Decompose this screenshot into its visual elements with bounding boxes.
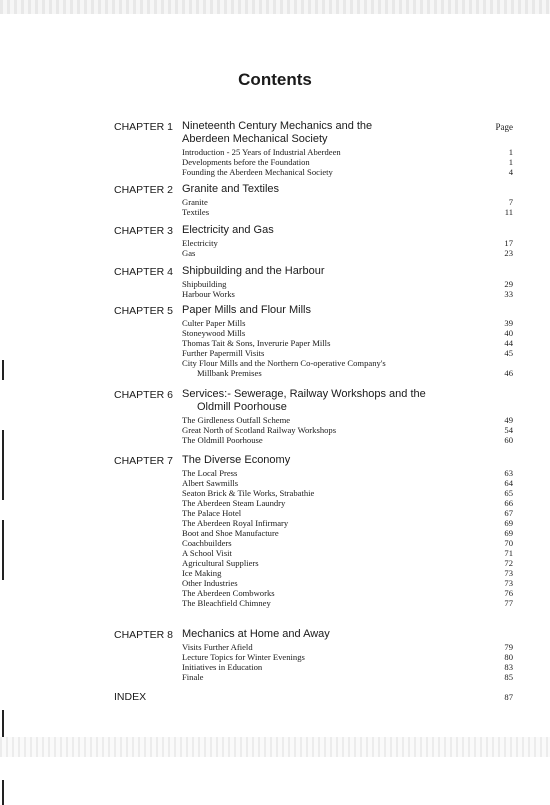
toc-entry: The Aberdeen Royal Infirmary [182, 518, 289, 528]
toc-entry: Initiatives in Education [182, 662, 263, 672]
chapter-title: Aberdeen Mechanical Society [182, 133, 328, 145]
toc-entry: Culter Paper Mills [182, 318, 246, 328]
toc-entry: The Aberdeen Combworks [182, 588, 275, 598]
page-number: 72 [504, 558, 513, 568]
toc-entry: Agricultural Suppliers [182, 558, 259, 568]
page-number: 39 [504, 318, 513, 328]
toc-entry: Millbank Premises [197, 368, 262, 378]
page-number: 67 [504, 508, 513, 518]
page-number: 73 [504, 578, 513, 588]
page-number: 11 [504, 207, 513, 217]
toc-entry: Stoneywood Mills [182, 328, 246, 338]
page-number: 63 [504, 468, 513, 478]
chapter-label: CHAPTER 3 [114, 225, 173, 237]
toc-entry: Ice Making [182, 568, 222, 578]
page-number: 85 [504, 672, 513, 682]
toc-entry: Granite [182, 197, 208, 207]
page-number: 49 [504, 415, 513, 425]
chapter-title: Nineteenth Century Mechanics and the [182, 120, 373, 132]
chapter-label: CHAPTER 8 [114, 629, 173, 641]
page-number: 66 [504, 498, 513, 508]
toc-entry: The Oldmill Poorhouse [182, 435, 263, 445]
page-number: 46 [504, 368, 513, 378]
chapter-title: Paper Mills and Flour Mills [182, 304, 311, 316]
page-number: 45 [504, 348, 513, 358]
toc-entry: Coachbuilders [182, 538, 232, 548]
page-title: Contents [238, 70, 312, 89]
toc-entry: Harbour Works [182, 289, 235, 299]
page-number: 44 [504, 338, 513, 348]
toc-entry: The Palace Hotel [182, 508, 242, 518]
page-number: 1 [508, 157, 513, 167]
page-number: 29 [504, 279, 513, 289]
page-number: 83 [504, 662, 513, 672]
chapter-title: Shipbuilding and the Harbour [182, 265, 325, 277]
index-label: INDEX [114, 691, 147, 703]
page-column-header: Page [495, 122, 513, 132]
toc-entry: City Flour Mills and the Northern Co-operative Company's [182, 358, 386, 368]
scan-bottom-edge [0, 737, 550, 757]
toc-entry: Great North of Scotland Railway Workshops [182, 425, 337, 435]
page-number: 1 [508, 147, 513, 157]
toc-entry: Visits Further Afield [182, 642, 253, 652]
page-number: 40 [504, 328, 513, 338]
toc-entry: Developments before the Foundation [182, 157, 310, 167]
toc-entry: The Aberdeen Steam Laundry [182, 498, 286, 508]
scan-left-edge [0, 90, 10, 730]
toc-entry: Boot and Shoe Manufacture [182, 528, 279, 538]
scan-top-edge [0, 0, 550, 14]
toc-entry: A School Visit [182, 548, 232, 558]
chapter-label: CHAPTER 6 [114, 389, 173, 401]
page-number: 76 [504, 588, 513, 598]
toc-entry: Thomas Tait & Sons, Inverurie Paper Mills [182, 338, 331, 348]
page-number: 69 [504, 518, 513, 528]
toc-entry: Albert Sawmills [182, 478, 239, 488]
chapter-label: CHAPTER 2 [114, 184, 173, 196]
chapter-title: Mechanics at Home and Away [182, 628, 330, 640]
page-number: 33 [504, 289, 513, 299]
chapter-label: CHAPTER 7 [114, 455, 173, 467]
page-number: 79 [504, 642, 513, 652]
chapter-title: Services:- Sewerage, Railway Workshops and the [182, 388, 426, 400]
toc-entry: Lecture Topics for Winter Evenings [182, 652, 305, 662]
page-number: 77 [504, 598, 513, 608]
toc-entry: The Girdleness Outfall Scheme [182, 415, 291, 425]
chapter-label: CHAPTER 4 [114, 266, 173, 278]
page-number: 80 [504, 652, 513, 662]
page-number: 7 [508, 197, 513, 207]
chapter-label: CHAPTER 5 [114, 305, 173, 317]
page-number: 65 [504, 488, 513, 498]
toc-entry: Other Industries [182, 578, 238, 588]
toc-entry: The Bleachfield Chimney [182, 598, 271, 608]
chapter-title: Electricity and Gas [182, 224, 274, 236]
chapter-title: The Diverse Economy [182, 454, 291, 466]
toc-entry: The Local Press [182, 468, 238, 478]
page-number: 71 [504, 548, 513, 558]
index-page-number: 87 [504, 692, 513, 702]
toc-entry: Seaton Brick & Tile Works, Strabathie [182, 488, 315, 498]
toc-entry: Textiles [182, 207, 210, 217]
toc-entry: Shipbuilding [182, 279, 227, 289]
page-number: 70 [504, 538, 513, 548]
toc-entry: Introduction - 25 Years of Industrial Aberdeen [182, 147, 341, 157]
chapter-title: Oldmill Poorhouse [197, 401, 287, 413]
page-number: 54 [504, 425, 513, 435]
page-number: 69 [504, 528, 513, 538]
page-number: 73 [504, 568, 513, 578]
toc-entry: Electricity [182, 238, 218, 248]
page-number: 60 [504, 435, 513, 445]
page-number: 23 [504, 248, 513, 258]
toc-entry: Founding the Aberdeen Mechanical Society [182, 167, 333, 177]
chapter-title: Granite and Textiles [182, 183, 280, 195]
page-number: 4 [508, 167, 513, 177]
page-number: 64 [504, 478, 513, 488]
toc-entry: Further Papermill Visits [182, 348, 265, 358]
toc-entry: Finale [182, 672, 204, 682]
page-number: 17 [504, 238, 513, 248]
chapter-label: CHAPTER 1 [114, 121, 173, 133]
toc-entry: Gas [182, 248, 196, 258]
